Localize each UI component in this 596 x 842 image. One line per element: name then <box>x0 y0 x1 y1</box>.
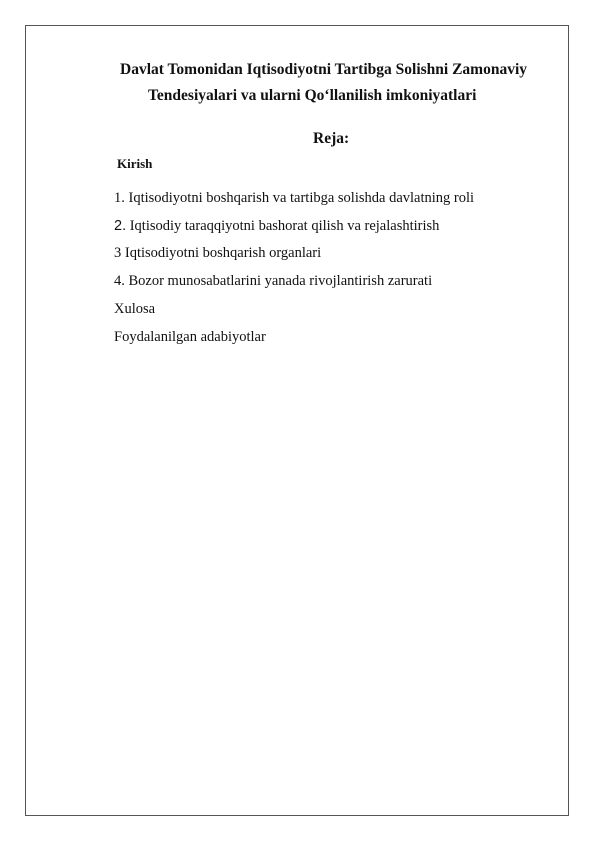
intro-label: Kirish <box>117 156 153 171</box>
document-title-line-2: Tendesiyalari va ularni Qo‘llanilish imkoniyatlari <box>148 87 477 104</box>
plan-item-3: 3 Iqtisodiyotni boshqarish organlari <box>114 245 322 261</box>
plan-heading: Reja: <box>313 130 350 147</box>
plan-item-references: Foydalanilgan adabiyotlar <box>114 329 266 345</box>
page-frame <box>25 25 569 816</box>
plan-item-2-number: 2. <box>114 218 127 234</box>
plan-item-conclusion: Xulosa <box>114 301 156 317</box>
plan-item-1: 1. Iqtisodiyotni boshqarish va tartibga solishda davlatning roli <box>114 190 475 206</box>
document-title-line-1: Davlat Tomonidan Iqtisodiyotni Tartibga Solishni Zamonaviy <box>120 61 528 78</box>
plan-item-4: 4. Bozor munosabatlarini yanada rivojlantirish zarurati <box>114 273 433 289</box>
plan-item-2 <box>114 219 439 234</box>
plan-item-2-text: Iqtisodiy taraqqiyotni bashorat qilish va rejalashtirish <box>126 218 440 234</box>
